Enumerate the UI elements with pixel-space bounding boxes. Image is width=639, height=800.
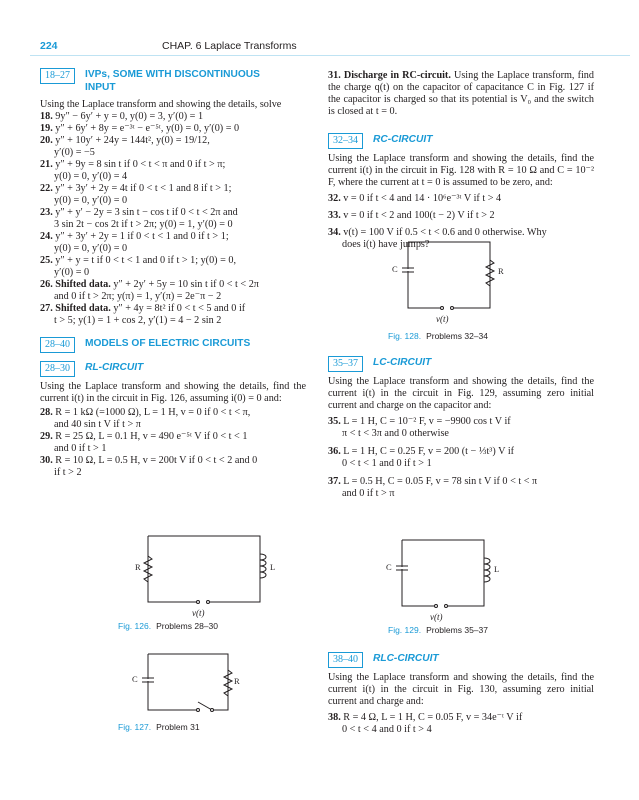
problem-line: [40, 455, 306, 467]
problem-text: Using the Laplace transform, find the charge q(t) on the capacitor of capacitance C in Fig. 127 if the capacitor is charged so that its potential is V₀ and the switch is closed at t = 0.: [328, 70, 594, 117]
section-38-40: [328, 652, 594, 736]
problem-line-cont: y(0) = 0, y′(0) = 0: [54, 195, 128, 206]
figure-128-caption: [388, 331, 488, 341]
problem-heading: Shifted data.: [55, 303, 111, 314]
problem-item: [40, 111, 306, 123]
problem-number: 20.: [40, 135, 53, 146]
problem-item: [328, 210, 594, 222]
label-v: v(t): [430, 612, 443, 622]
problem-text: y″ + 4y = 8t² if 0 < t < 5 and 0 if: [113, 303, 246, 314]
problem-number: 24.: [40, 231, 53, 242]
section-range-badge: 18–27: [40, 68, 75, 84]
problem-list: [40, 111, 306, 327]
label-L: L: [494, 564, 500, 574]
section-title: IVPs, SOME WITH DISCONTINUOUS: [85, 69, 260, 80]
figure-128-rc-circuit: [390, 238, 520, 326]
problem-item: [40, 255, 306, 279]
section-intro: Using the Laplace transform and showing the details, find the current i(t) in the circuit in Fig. 129, assuming zero initial current and charge on the capacitor and:: [328, 376, 594, 411]
problem-number: 32.: [328, 193, 341, 204]
label-v: v(t): [192, 608, 205, 618]
problem-item: [328, 712, 594, 736]
problem-item: [40, 431, 306, 455]
problem-line: [40, 407, 306, 419]
chapter-header: CHAP. 6 Laplace Transforms: [162, 40, 297, 52]
section-title: LC-CIRCUIT: [373, 357, 432, 368]
figure-129-lc-circuit: [380, 536, 510, 624]
problem-line-cont: y(0) = 0, y′(0) = 0: [54, 243, 128, 254]
problem-line: [40, 255, 306, 267]
section-intro: Using the Laplace transform and showing the details, find the current i(t) in the circuit in Fig. 126, assuming i(0) = 0 and:: [40, 381, 306, 404]
problem-line-cont: if t > 2: [54, 467, 82, 478]
figure-label: Fig. 128.: [388, 331, 422, 341]
problem-line: [328, 712, 594, 724]
problem-line: [328, 193, 594, 205]
problem-list: [328, 416, 594, 500]
problem-line-cont: π < t < 3π and 0 otherwise: [342, 428, 449, 439]
inductor-symbol: [484, 558, 490, 582]
problem-line: [40, 279, 306, 291]
section-range-badge: 28–40: [40, 337, 75, 353]
section-title: RL-CIRCUIT: [85, 362, 144, 373]
label-C: C: [392, 264, 398, 274]
figure-caption: Problems 28–30: [156, 621, 218, 631]
section-intro: Using the Laplace transform and showing the details, find the current i(t) in the circuit in Fig. 128 with R = 10 Ω and C = 10⁻² F, where the current at t = 0 is assumed to be zero, and:: [328, 153, 594, 188]
problem-line-cont: y′(0) = 0: [54, 267, 90, 278]
problem-item: [40, 183, 306, 207]
label-R: R: [135, 562, 141, 572]
problem-line: [40, 303, 306, 315]
label-L: L: [270, 562, 276, 572]
problem-item: [40, 407, 306, 431]
problem-number: 34.: [328, 227, 341, 238]
label-v: v(t): [436, 314, 449, 324]
problem-line-cont: 0 < t < 1 and 0 if t > 1: [342, 458, 432, 469]
section-title-cont: INPUT: [85, 82, 116, 93]
section-range-badge: 38–40: [328, 652, 363, 668]
figure-127-rc-circuit: [130, 650, 280, 720]
problem-31: [328, 70, 594, 118]
section-intro: Using the Laplace transform and showing the details, solve: [40, 99, 282, 110]
problem-number: 18.: [40, 111, 53, 122]
figure-label: Fig. 127.: [118, 722, 152, 732]
problem-number: 25.: [40, 255, 53, 266]
problem-list: [328, 712, 594, 736]
problem-item: [40, 135, 306, 159]
problem-number: 35.: [328, 416, 341, 427]
inductor-symbol: [260, 554, 266, 578]
problem-item: [328, 193, 594, 205]
problem-text: y″ + 10y′ + 24y = 144t², y(0) = 19/12,: [55, 135, 210, 146]
label-R: R: [498, 266, 504, 276]
page-number: 224: [40, 40, 58, 52]
section-32-34: [328, 133, 594, 251]
problem-item: [328, 446, 594, 470]
problem-number: 28.: [40, 407, 53, 418]
problem-item: [328, 416, 594, 440]
problem-number: 29.: [40, 431, 53, 442]
problem-line: [328, 210, 594, 222]
figure-126-rl-circuit: [130, 532, 280, 620]
problem-line-cont: y′(0) = −5: [54, 147, 95, 158]
section-title: RC-CIRCUIT: [373, 134, 433, 145]
problem-text: y″ + 6y′ + 8y = e⁻³ᵗ − e⁻⁵ᵗ, y(0) = 0, y′(0) = 0: [55, 123, 240, 134]
problem-line: [40, 183, 306, 195]
problem-text: y″ + y′ − 2y = 3 sin t − cos t if 0 < t < 2π and: [55, 207, 238, 218]
figure-caption: Problems 35–37: [426, 625, 488, 635]
problem-text: 9y″ − 6y′ + y = 0, y(0) = 3, y′(0) = 1: [55, 111, 204, 122]
problem-list: [40, 407, 306, 479]
problem-line: [40, 431, 306, 443]
section-range-badge: 35–37: [328, 356, 363, 372]
figure-label: Fig. 129.: [388, 625, 422, 635]
problem-line: [328, 476, 594, 488]
problem-text: y″ + 2y′ + 5y = 10 sin t if 0 < t < 2π: [113, 279, 259, 290]
figure-caption: Problems 32–34: [426, 331, 488, 341]
problem-item: [40, 231, 306, 255]
problem-number: 38.: [328, 712, 341, 723]
problem-line-cont: 0 < t < 4 and 0 if t > 4: [342, 724, 432, 735]
problem-line: [40, 207, 306, 219]
problem-heading: Shifted data.: [55, 279, 111, 290]
problem-text: y″ + 3y′ + 2y = 4t if 0 < t < 1 and 8 if t > 1;: [55, 183, 232, 194]
problem-line-cont: and 40 sin t V if t > π: [54, 419, 141, 430]
header-rule: [30, 55, 630, 56]
problem-line: [40, 135, 306, 147]
label-C: C: [132, 674, 138, 684]
problem-number: 30.: [40, 455, 53, 466]
problem-number: 21.: [40, 159, 53, 170]
problem-line-cont: and 0 if t > 1: [54, 443, 107, 454]
problem-text: L = 1 H, C = 0.25 F, v = 200 (t − ⅓t³) V if: [343, 446, 515, 457]
problem-heading: Discharge in RC-circuit.: [343, 70, 451, 81]
problem-text: R = 10 Ω, L = 0.5 H, v = 200t V if 0 < t < 2 and 0: [55, 455, 258, 466]
section-35-37: [328, 356, 594, 500]
problem-line: [40, 123, 306, 135]
problem-text: v = 0 if t < 4 and 14 · 10⁶e⁻³ᵗ V if t > 4: [343, 193, 502, 204]
section-title: MODELS OF ELECTRIC CIRCUITS: [85, 338, 251, 349]
problem-item: [40, 207, 306, 231]
problem-text: L = 0.5 H, C = 0.05 F, v = 78 sin t V if 0 < t < π: [343, 476, 538, 487]
section-intro: Using the Laplace transform and showing the details, find the current i(t) in the circuit in Fig. 130, assuming zero initial current and charge and:: [328, 672, 594, 707]
problem-text: v(t) = 100 V if 0.5 < t < 0.6 and 0 otherwise. Why: [343, 227, 547, 238]
label-C: C: [386, 562, 392, 572]
problem-number: 37.: [328, 476, 341, 487]
problem-text: R = 4 Ω, L = 1 H, C = 0.05 F, v = 34e⁻ᵗ V if: [343, 712, 523, 723]
problem-item: [328, 476, 594, 500]
problem-number: 33.: [328, 210, 341, 221]
problem-text: y″ + 9y = 8 sin t if 0 < t < π and 0 if t > π;: [55, 159, 226, 170]
problem-text: v = 0 if t < 2 and 100(t − 2) V if t > 2: [343, 210, 495, 221]
problem-line-cont: y(0) = 0, y′(0) = 4: [54, 171, 128, 182]
problem-item: [40, 455, 306, 479]
problem-line-cont: t > 5; y(1) = 1 + cos 2, y′(1) = 4 − 2 sin 2: [54, 315, 222, 326]
section-range-badge: 28–30: [40, 361, 75, 377]
problem-item: [40, 303, 306, 327]
problem-text: R = 25 Ω, L = 0.1 H, v = 490 e⁻⁵ᵗ V if 0 < t < 1: [55, 431, 248, 442]
problem-line: [40, 111, 306, 123]
figure-caption: Problem 31: [156, 722, 200, 732]
problem-text: L = 1 H, C = 10⁻² F, v = −9900 cos t V if: [343, 416, 511, 427]
problem-line-cont: and 0 if t > 2π; y(π) = 1, y′(π) = 2e⁻π − 2: [54, 291, 222, 302]
problem-number: 26.: [40, 279, 53, 290]
figure-129-caption: [388, 625, 488, 635]
section-28-30: [40, 361, 306, 479]
problem-text: y″ + y = t if 0 < t < 1 and 0 if t > 1; y(0) = 0,: [55, 255, 237, 266]
problem-line: [328, 446, 594, 458]
problem-line-cont: and 0 if t > π: [342, 488, 395, 499]
section-18-27: [40, 68, 306, 327]
figure-126-caption: [118, 621, 218, 631]
figure-127-caption: [118, 722, 200, 732]
problem-text: R = 1 kΩ (=1000 Ω), L = 1 H, v = 0 if 0 < t < π,: [55, 407, 251, 418]
problem-line: [40, 231, 306, 243]
figure-label: Fig. 126.: [118, 621, 152, 631]
problem-line: [328, 416, 594, 428]
problem-line-cont: 3 sin 2t − cos 2t if t > 2π; y(0) = 1, y′(0) = 0: [54, 219, 233, 230]
problem-item: [40, 159, 306, 183]
problem-number: 19.: [40, 123, 53, 134]
section-range-badge: 32–34: [328, 133, 363, 149]
problem-item: [40, 279, 306, 303]
label-R: R: [234, 676, 240, 686]
problem-number: 22.: [40, 183, 53, 194]
problem-text: y″ + 3y′ + 2y = 1 if 0 < t < 1 and 0 if t > 1;: [55, 231, 229, 242]
problem-number: 31.: [328, 70, 341, 81]
problem-number: 27.: [40, 303, 53, 314]
problem-number: 23.: [40, 207, 53, 218]
problem-line-cont: does i(t) have jumps?: [342, 239, 430, 250]
section-28-40: [40, 337, 306, 353]
problem-line: [40, 159, 306, 171]
problem-number: 36.: [328, 446, 341, 457]
section-title: RLC-CIRCUIT: [373, 653, 439, 664]
problem-item: [40, 123, 306, 135]
